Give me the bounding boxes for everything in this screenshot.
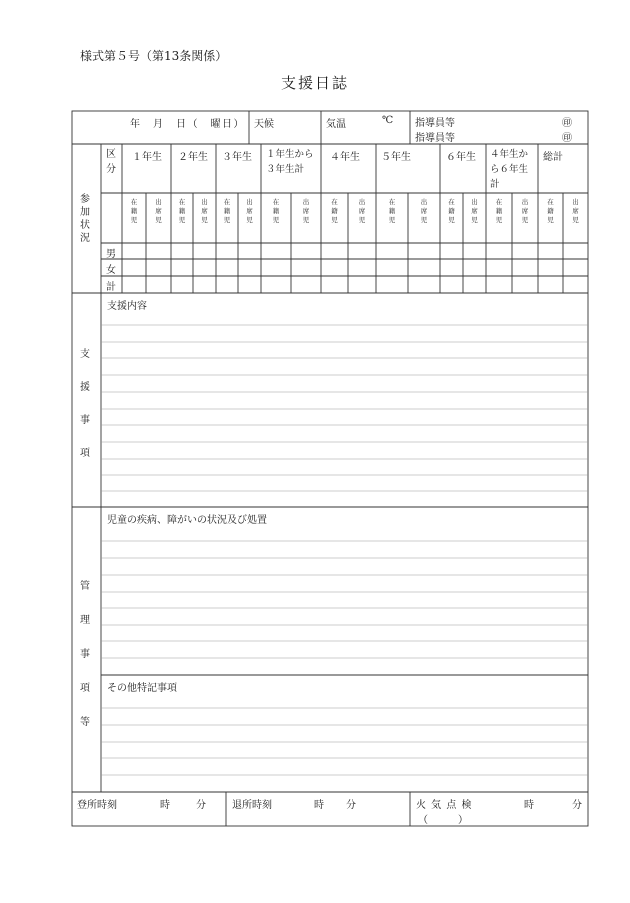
departure-hour-unit: 時: [314, 800, 324, 811]
row-label-male: 男: [106, 249, 116, 260]
subheader-enrolled: 在 籍 児: [223, 198, 231, 224]
departure-time-label: 退所時刻: [232, 800, 272, 811]
subheader-enrolled: 在 籍 児: [547, 198, 554, 224]
temperature-field[interactable]: 気温: [326, 119, 346, 130]
grade-header-6: ６年生: [446, 152, 476, 163]
subheader-present: 出 席 児: [420, 198, 428, 224]
subheader-present: 出 席 児: [155, 198, 162, 224]
fire-check-signature[interactable]: （ ）: [418, 815, 468, 826]
subheader-present: 出 席 児: [246, 198, 253, 224]
other-notes-area[interactable]: [102, 693, 587, 791]
grade-header-2: ２年生: [178, 152, 208, 163]
subheader-present: 出 席 児: [201, 198, 208, 224]
subheader-enrolled: 在 籍 児: [448, 198, 455, 224]
grade-header-1-3-total: １年生から３年生計: [266, 149, 314, 175]
instructor-2-field[interactable]: 指導員等: [415, 133, 455, 144]
fire-check-hour-unit: 時: [524, 800, 534, 811]
subheader-enrolled: 在 籍 児: [331, 198, 338, 224]
grade-header-4: ４年生: [330, 152, 360, 163]
arrival-time-label: 登所時刻: [77, 800, 117, 811]
subheader-present: 出 席 児: [302, 198, 310, 224]
health-status-area[interactable]: [102, 525, 587, 674]
health-status-label: 児童の疾病、障がいの状況及び処置: [107, 515, 267, 526]
section-label-attendance: 参 加 状 況: [80, 194, 90, 244]
subheader-present: 出 席 児: [471, 198, 478, 224]
date-field[interactable]: 年 月 日（ 曜日）: [130, 119, 245, 130]
grade-header-grand-total: 総計: [543, 152, 563, 163]
row-label-total: 計: [106, 282, 116, 293]
row-label-female: 女: [106, 265, 116, 276]
other-notes-label: その他特記事項: [107, 683, 177, 694]
subheader-present: 出 席 児: [572, 198, 579, 224]
subheader-enrolled: 在 籍 児: [272, 198, 280, 224]
instructor-1-field[interactable]: 指導員等: [415, 118, 455, 129]
arrival-hour-unit: 時: [160, 800, 170, 811]
form-number: 様式第５号（第13条関係）: [80, 49, 228, 63]
subheader-enrolled: 在 籍 児: [178, 198, 186, 224]
support-content-label: 支援内容: [107, 301, 147, 312]
grade-header-3: ３年生: [222, 152, 252, 163]
subheader-present: 出 席 児: [358, 198, 366, 224]
division-label: 区 分: [106, 149, 116, 175]
grade-header-1: １年生: [132, 152, 162, 163]
support-content-area[interactable]: [102, 310, 587, 506]
grade-header-4-6-total: ４年生から６年生計: [490, 149, 529, 190]
subheader-enrolled: 在 籍 児: [495, 198, 503, 224]
page-title: 支援日誌: [280, 74, 349, 92]
subheader-present: 出 席 児: [521, 198, 529, 224]
arrival-minute-unit: 分: [196, 800, 206, 811]
subheader-enrolled: 在 籍 児: [388, 198, 396, 224]
fire-check-minute-unit: 分: [572, 800, 582, 811]
seal-mark-1: ㊞: [562, 118, 572, 129]
temperature-unit: ℃: [382, 115, 394, 126]
seal-mark-2: ㊞: [562, 133, 572, 144]
departure-minute-unit: 分: [346, 800, 356, 811]
subheader-enrolled: 在 籍 児: [130, 198, 138, 224]
grade-header-5: ５年生: [381, 152, 411, 163]
section-label-management: 管 理 事 項 等: [80, 581, 90, 728]
section-label-support: 支 援 事 項: [80, 349, 90, 459]
fire-check-label: 火 気 点 検: [416, 800, 473, 811]
weather-field[interactable]: 天候: [254, 119, 274, 130]
